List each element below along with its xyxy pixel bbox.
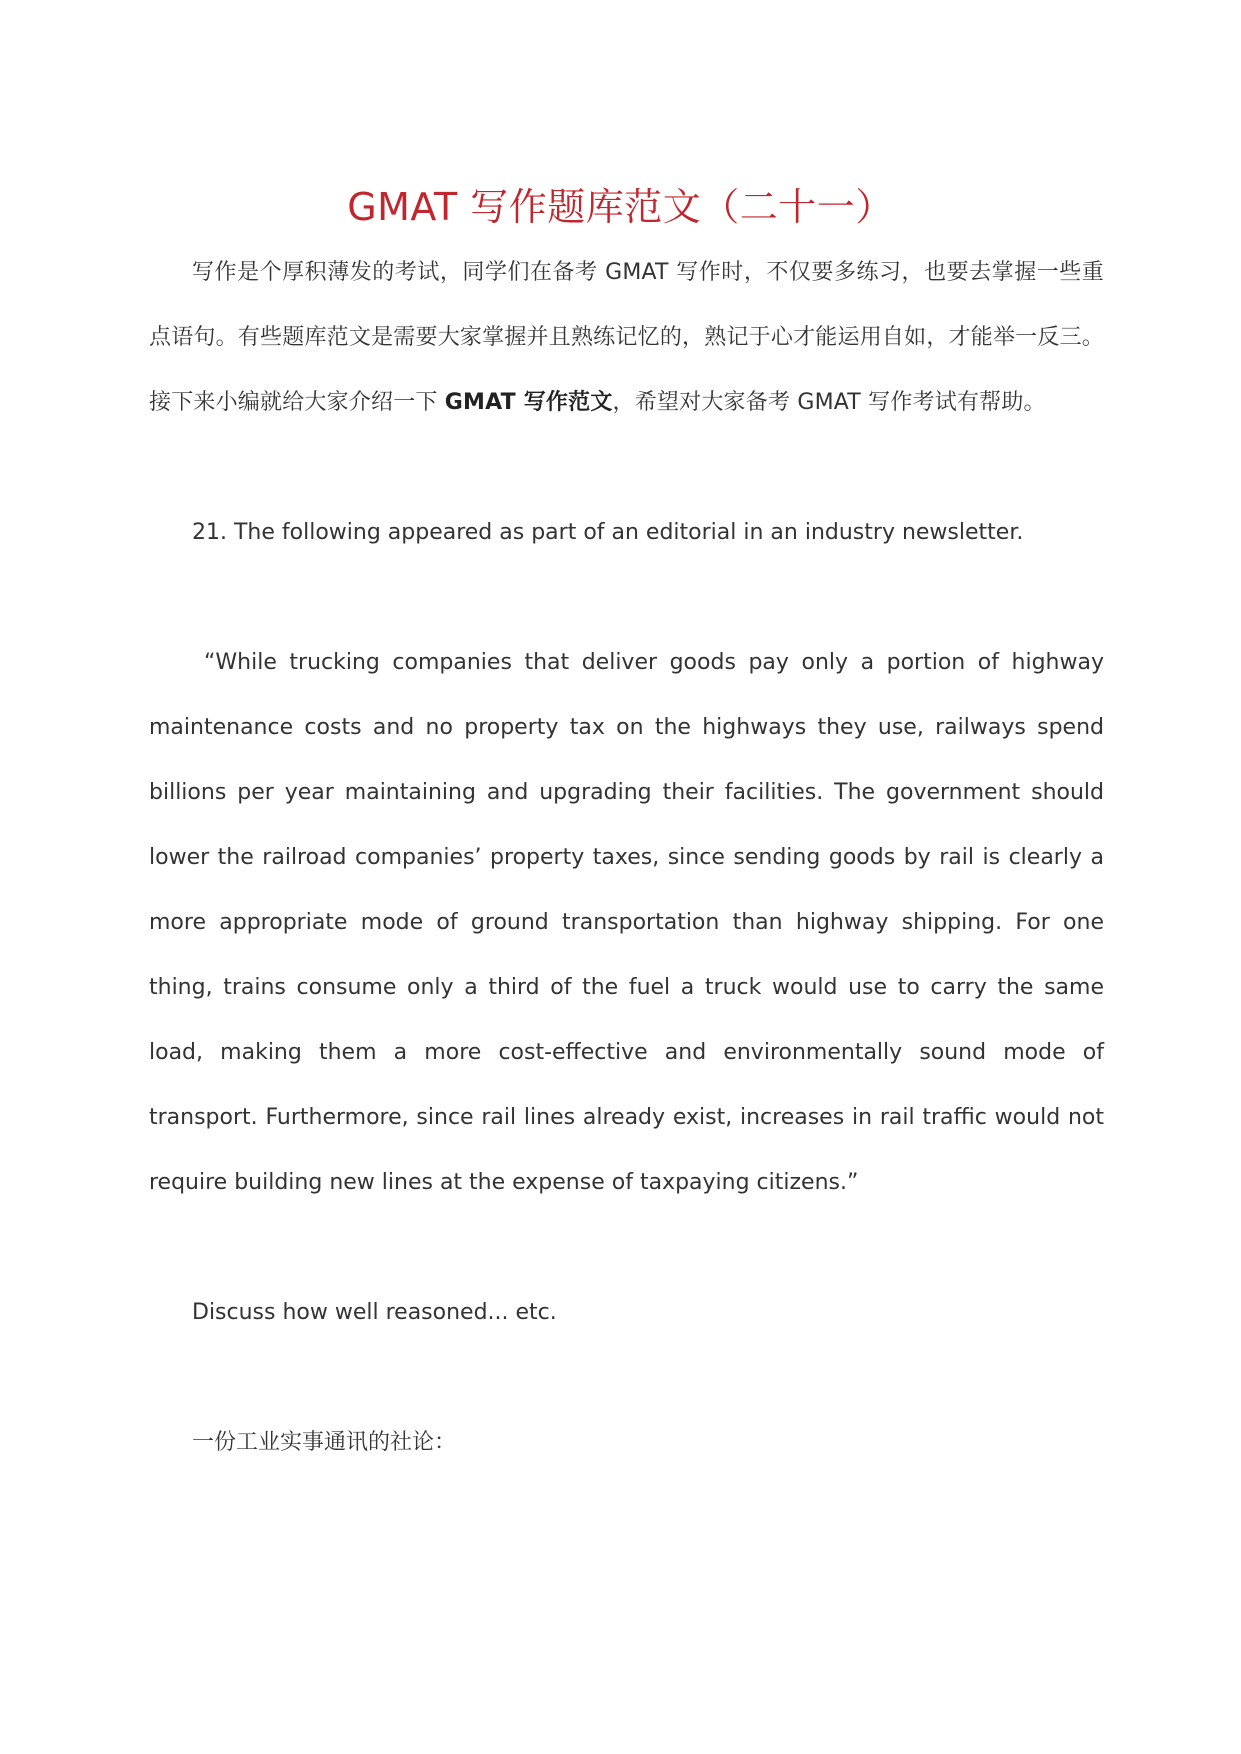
translation-heading: 一份工业实事通讯的社论： bbox=[192, 1430, 457, 1455]
intro-text-2: ，希望对大家备考 GMAT 写作考试有帮助。 bbox=[612, 390, 1046, 415]
document-body bbox=[149, 240, 1104, 1475]
argument-quote: “While trucking companies that deliver goods pay only a portion of highway maintenance costs and no property tax on the highways they use, railways spend billions per year maintaining and upgrading their facilities. The government should lower the railroad companies’ property taxes, since sending goods by rail is clearly a more appropriate mode of ground transportation than highway shipping. For one thing, trains consume only a third of the fuel a truck would use to carry the same load, making them a more cost-effective and environmentally sound mode of transport. Furthermore, since rail lines already exist, increases in rail traffic would not require building new lines at the expense of taxpaying citizens.” bbox=[149, 650, 1104, 1195]
intro-paragraph bbox=[149, 240, 1104, 435]
discuss-line: Discuss how well reasoned... etc. bbox=[192, 1300, 557, 1325]
page-title: GMAT 写作题库范文（二十一） bbox=[347, 185, 894, 229]
intro-bold-link: GMAT 写作范文 bbox=[444, 390, 613, 415]
question-line: 21. The following appeared as part of an editorial in an industry newsletter. bbox=[192, 520, 1024, 545]
intro-text-1: 写作是个厚积薄发的考试，同学们在备考 GMAT 写作时，不仅要多练习，也要去掌握一些重点语句。有些题库范文是需要大家掌握并且熟练记忆的，熟记于心才能运用自如，才能举一反三。接下来小编就给大家介绍一下 bbox=[149, 260, 1104, 415]
